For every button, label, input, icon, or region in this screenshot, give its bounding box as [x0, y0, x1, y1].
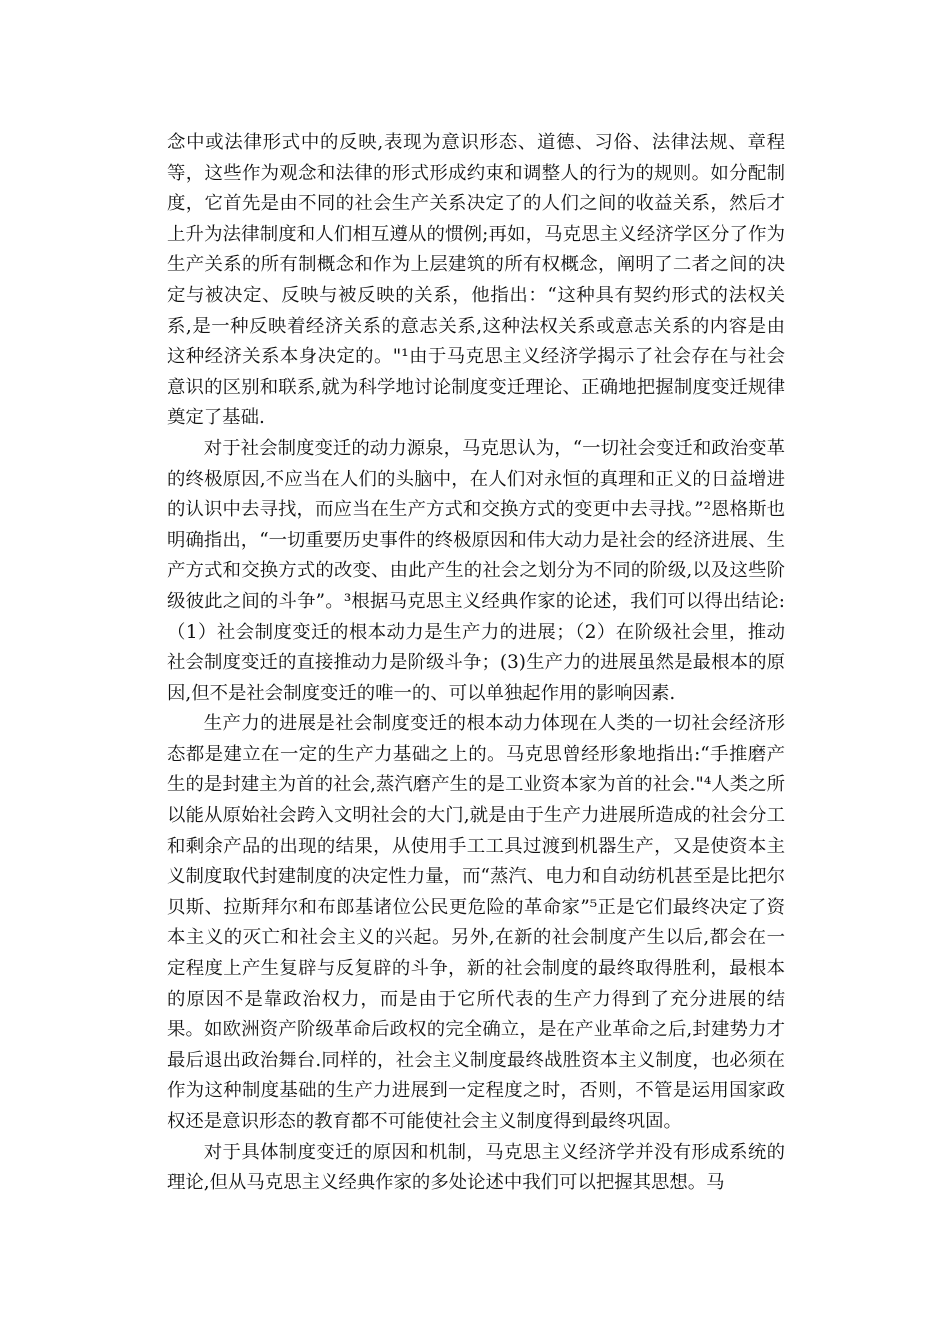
paragraph-2: 对于社会制度变迁的动力源泉，马克思认为，“一切社会变迁和政治变革的终极原因,不应当在人们的头脑中，在人们对永恒的真理和正义的日益增进的认识中去寻找，而应当在生产方式和交换方式的变更中去寻找。”²恩格斯也明确指出，“一切重要历史事件的终极原因和伟大动力是社会的经济进展、生产方式和交换方式的改变、由此产生的社会之划分为不同的阶级,以及这些阶级彼此之间的斗争”。³根据马克思主义经典作家的论述，我们可以得出结论:（1）社会制度变迁的根本动力是生产力的进展；（2）在阶级社会里，推动社会制度变迁的直接推动力是阶级斗争；(3)生产力的进展虽然是最根本的原因,但不是社会制度变迁的唯一的、可以单独起作用的影响因素. — [167, 437, 785, 704]
paragraph-1: 念中或法律形式中的反映,表现为意识形态、道德、习俗、法律法规、章程等，这些作为观念和法律的形式形成约束和调整人的行为的规则。如分配制度，它首先是由不同的社会生产关系决定了的人们之间的收益关系，然后才上升为法律制度和人们相互遵从的惯例;再如，马克思主义经济学区分了作为生产关系的所有制概念和作为上层建筑的所有权概念，阐明了二者之间的决定与被决定、反映与被反映的关系，他指出：“这种具有契约形式的法权关系,是一种反映着经济关系的意志关系,这种法权关系或意志关系的内容是由这种经济关系本身决定的。"¹由于马克思主义经济学揭示了社会存在与社会意识的区别和联系,就为科学地讨论制度变迁理论、正确地把握制度变迁规律奠定了基础. — [167, 132, 785, 429]
paragraph-4: 对于具体制度变迁的原因和机制，马克思主义经济学并没有形成系统的理论,但从马克思主义经典作家的多处论述中我们可以把握其思想。马 — [167, 1141, 785, 1194]
document-page — [167, 128, 785, 1199]
paragraph-3: 生产力的进展是社会制度变迁的根本动力体现在人类的一切社会经济形态都是建立在一定的生产力基础之上的。马克思曾经形象地指出:“手推磨产生的是封建主为首的社会,蒸汽磨产生的是工业资本家为首的社会."⁴人类之所以能从原始社会跨入文明社会的大门,就是由于生产力进展所造成的社会分工和剩余产品的出现的结果，从使用手工工具过渡到机器生产，又是使资本主义制度取代封建制度的决定性力量，而“蒸汽、电力和自动纺机甚至是比把尔贝斯、拉斯拜尔和布郎基诸位公民更危险的革命家”⁵正是它们最终决定了资本主义的灭亡和社会主义的兴起。另外,在新的社会制度产生以后,都会在一定程度上产生复辟与反复辟的斗争，新的社会制度的最终取得胜利，最根本的原因不是靠政治权力，而是由于它所代表的生产力得到了充分进展的结果。如欧洲资产阶级革命后政权的完全确立，是在产业革命之后,封建势力才最后退出政治舞台.同样的，社会主义制度最终战胜资本主义制度，也必须在作为这种制度基础的生产力进展到一定程度之时，否则，不管是运用国家政权还是意识形态的教育都不可能使社会主义制度得到最终巩固。 — [167, 713, 785, 1132]
